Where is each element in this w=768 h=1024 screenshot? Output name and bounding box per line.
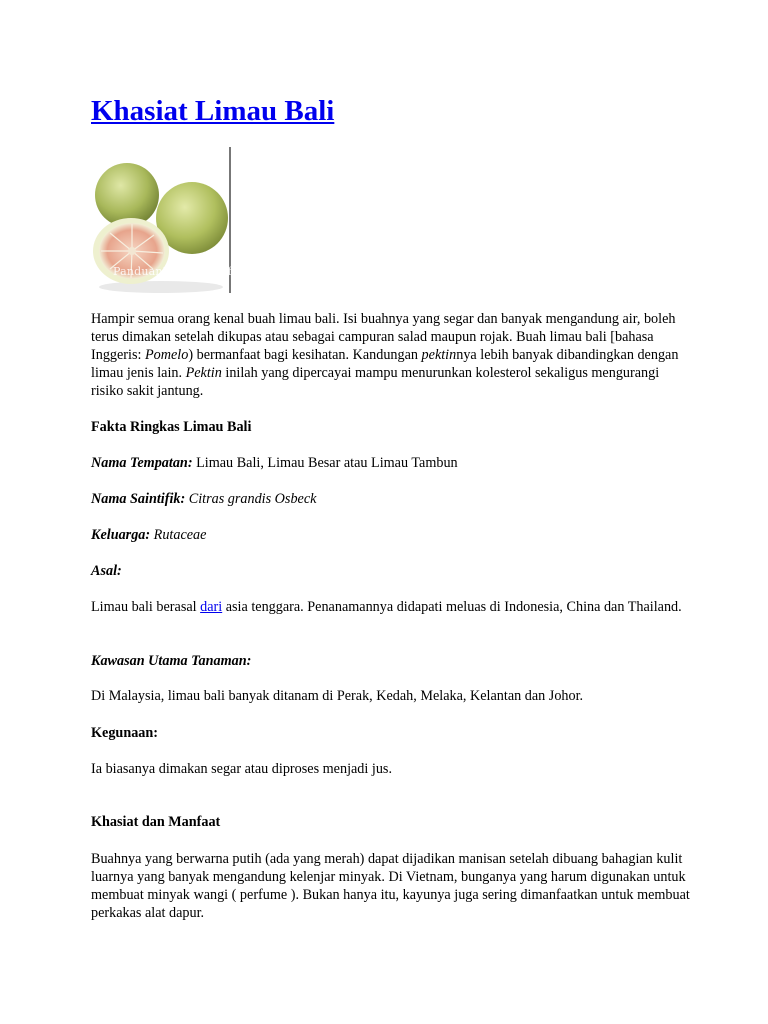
pomelo-image <box>91 147 239 293</box>
khasiat-paragraph: Buahnya yang berwarna putih (ada yang merah) dapat dijadikan manisan setelah dibuang bahagian kulit luarnya yang banyak mengandung kelenjar minyak. Di Vietnam, bunganya yang harum digunakan untuk membuat minyak wangi ( perfume ). Bukan hanya itu, kayunya juga sering dimanfaatkan untuk membuat perkakas alat dapur. <box>91 851 690 921</box>
keluarga: Keluarga: Rutaceae <box>91 527 207 543</box>
image-watermark: PanduanPercuma.info <box>113 265 239 278</box>
khasiat-heading: Khasiat dan Manfaat <box>91 814 221 830</box>
dari-link[interactable]: dari <box>200 599 223 615</box>
page-title[interactable]: Khasiat Limau Bali <box>91 95 335 127</box>
kegunaan-label: Kegunaan: <box>91 725 159 741</box>
intro-paragraph: Hampir semua orang kenal buah limau bali. Isi buahnya yang segar dan banyak mengandung air, boleh terus dimakan setelah dikupas atau sebagai campuran salad maupun rojak. Buah limau bali [bahasa Inggeris: Pomelo) bermanfaat bagi kesihatan. Kandungan pektinnya lebih banyak dibandingkan dengan limau jenis lain. Pektin inilah yang dipercayai mampu menurunkan kolesterol sekaligus mengurangi risiko sakit jantung. <box>91 311 679 399</box>
kawasan-label: Kawasan Utama Tanaman: <box>91 653 252 669</box>
asal-label: Asal: <box>91 563 122 579</box>
asal-paragraph: Limau bali berasal dari asia tenggara. Penanamannya didapati meluas di Indonesia, China dan Thailand. <box>91 599 682 615</box>
nama-saintifik: Nama Saintifik: Citras grandis Osbeck <box>91 491 317 507</box>
fakta-heading: Fakta Ringkas Limau Bali <box>91 419 252 435</box>
kawasan-paragraph: Di Malaysia, limau bali banyak ditanam di Perak, Kedah, Melaka, Kelantan dan Johor. <box>91 688 584 704</box>
kegunaan-paragraph: Ia biasanya dimakan segar atau diproses menjadi jus. <box>91 761 392 777</box>
nama-tempatan: Nama Tempatan: Limau Bali, Limau Besar atau Limau Tambun <box>91 455 458 471</box>
